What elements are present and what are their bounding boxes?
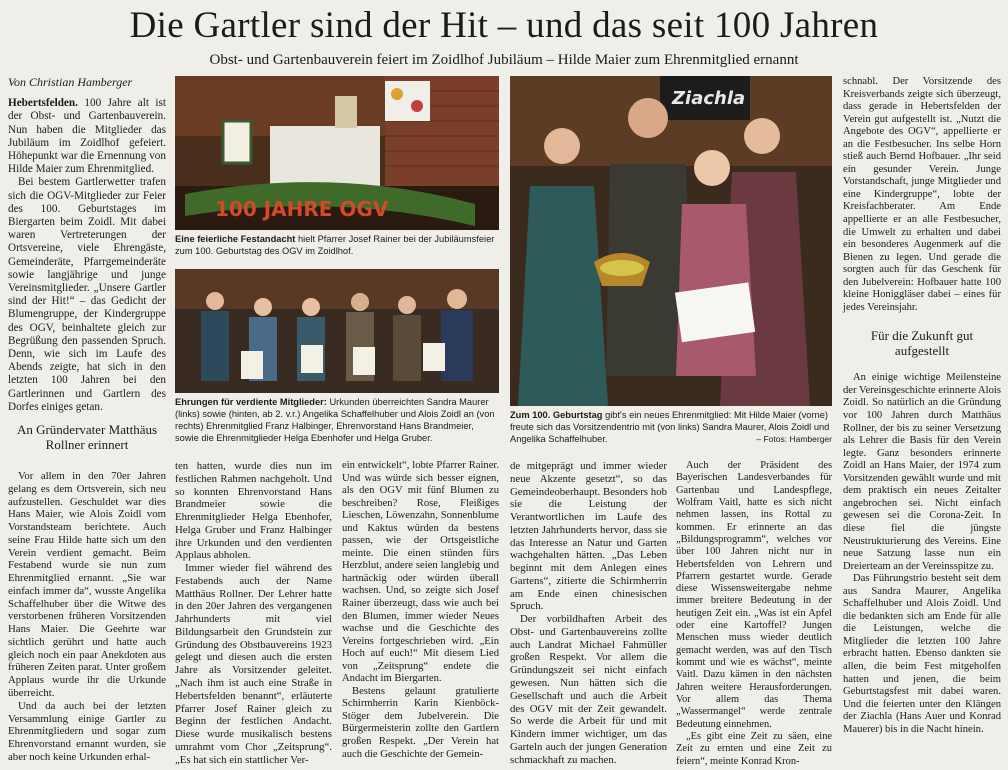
- banner-text: 100 JAHRE OGV: [215, 197, 389, 221]
- paragraph: Der vorbildhaften Arbeit des Obst- und Gartenbauvereins zollte auch Landrat Michael Fahmüller großen Respekt. Vor allem die Gründungszeit sei nicht einfach gewesen. Nun hätten sich die Gesellschaft und auch die Arbeit des OGV mit der Zeit gewandelt. So werde die Arbeit für und mit Kindern immer wichtiger, um das Garteln auch der jungen Generation schmackhaft zu machen.: [510, 613, 667, 766]
- paragraph: Das Führungstrio besteht seit dem aus Sandra Maurer, Angelika Schaffelhuber und Alois Zoidl. Und die bedankten sich am Ende für alle die Leistungen, welche die Mitglieder die letzten 100 Jahre erbracht hatten. Ebenso dankten sie allen, die beim Fest mitgeholfen hatten und jenen, die beim Geburtstagsfest mit dabei waren. Und die feierten unter den Klängen der Ziachla (Hans Auer und Konrad Mauerer) bis in die Nacht hinein.: [843, 573, 1001, 735]
- subheadline: Obst- und Gartenbauverein feiert im Zoidlhof Jubiläum – Hilde Maier zum Ehrenmitglied ernannt: [209, 52, 799, 68]
- photo-geburtstag-image: [510, 76, 832, 406]
- dateline: Hebertsfelden.: [8, 97, 78, 110]
- caption-1: Eine feierliche Festandacht hielt Pfarrer Josef Rainer bei der Jubiläumsfeier zum 100. Geburtstag des OGV im Zoidlhof.: [175, 234, 495, 256]
- subheading-founder: An Gründervater Matthäus Rollner erinnert: [16, 422, 158, 453]
- paragraph: „Es gibt eine Zeit zu säen, eine Zeit zu ernten und eine Zeit zu feiern“, meinte Konrad Kron-: [676, 730, 832, 767]
- column-4: [510, 460, 667, 766]
- paragraph: Vor allem in den 70er Jahren gelang es dem Ortsverein, sich neu aufzustellen. Geschuldet war dies Hans Maier, wie Alois Zoidl vom Vorstandsteam berichtete. Auch seine Frau Hilde hatte sich um den Verein verdient gemacht. Beim Festabend wurde sie nun zum Ehrenmitglied ernannt. „Sie war einfach immer da“, wusste Angelika Schaffelhuber über die Witwe des verstorbenen früheren Vorsitzenden Hans Maier. Die Geehrte war sichtlich gerührt und hatte auch gleich noch ein paar Anekdoten aus früheren Zeiten parat. Unter großem Applaus wurde ihr die Urkunde überreicht.: [8, 470, 166, 700]
- column-1-bottom: [8, 470, 166, 764]
- paragraph: de mitgeprägt und immer wieder neue Akzente gesetzt“, so das Gemeindeoberhaupt. Besonders hob sie die Leistung der Verantwortlichen im Laufe des letzten Jahrhunderts hervor, dass sie das Interesse an Natur und Garten wachgehalten hätten. „Das Leben beginnt mit dem Anlegen eines Gartens“, zitierte die Schirmherrin am Ende einen chinesischen Spruch.: [510, 460, 667, 613]
- paragraph: ten hatten, wurde dies nun im festlichen Rahmen nachgeholt. Und so konnten Ehrenvorstand Hans Brandmeier sowie die Ehrenmitglieder Helga Ebenhofer, Helga Gruber und Franz Halbinger ihre Urkunden und den verdienten Applaus abholen.: [175, 460, 332, 562]
- paragraph: ein entwickelt“, lobte Pfarrer Rainer. Und was würde sich besser eignen, als den OGV mit fünf Blumen zu beschreiben? Rose, Fleißiges Lieschen, Löwenzahn, Sonnenblume und Kaktus würden da bestens passen, wie der Ortsgeistliche meinte. Die einen stünden fürs Herzblut, andere seien langlebig und hartnäckig oder würden überall wachsen. Und, so zeigte sich Josef Rainer überzeugt, dass wie auch bei den Blumen, immer wieder Neues wachse und die Geschichte des Vereins fortgeschrieben wird. „Ein Hoch auf euch!“ Mit diesem Lied von „Zeitsprung“ endete die Andacht im Biergarten.: [342, 460, 499, 685]
- column-1-top: [8, 76, 166, 460]
- paragraph: Auch der Präsident des Bayerischen Landesverbandes für Gartenbau und Landespflege, Wolfram Vaitl, hatte es sich nicht nehmen lassen, ins Rottal zu kommen. Er erinnerte an das „Bildungsprogramm“, welches vor über 100 Jahren nicht nur in Hebertsfelden von Lehrern und Pfarrern gestartet wurde. Gerade diese Wissensweitergabe nehme immer breitere Bedeutung in der heutigen Zeit ein. „Was ist ein Apfel oder eine Kartoffel? Jungen Menschen muss wieder deutlich gemacht werden, was auf den Tisch kommt und wie es wächst“, meinte Vaitl. Dazu kämen in den nächsten Jahren weitere Herausforderungen. Vor allem das Thema „Wassermangel“ werde zentrale Bedeutung einnehmen.: [676, 460, 832, 730]
- subheading-future: Für die Zukunft gut aufgestellt: [870, 328, 974, 359]
- photo-credit: – Fotos: Hamberger: [756, 434, 832, 444]
- paragraph: Immer wieder fiel während des Festabends auch der Name Matthäus Rollner. Der Lehrer hatte in den 20er Jahren des vergangenen Jahrhunderts mit viel Bildungsarbeit den Grundstein zur Gründung des Obstbauvereins 1923 gelegt und diesen auch die ersten Jahre als Vorsitzender geleitet. „Nach ihm ist auch eine Straße in Hebertsfelden benannt“, erläuterte Pfarrer Josef Rainer gleich zu Beginn der festlichen Andacht. Diese wurde musikalisch bestens umrahmt vom Chor „Zeitsprung“. „Es hat sich ein stattlicher Ver-: [175, 562, 332, 766]
- byline: Von Christian Hamberger: [8, 75, 133, 89]
- paragraph: Bei bestem Gartlerwetter trafen sich die OGV-Mitglieder zur Feier des 100. Geburtstages im Biergarten beim Zoidl. Mit dabei waren Vertreterungen der Ortsvereine, viele Ehrengäste, Gemeinderäte, Pfarrgemeinderäte sowie langjährige und junge Vereinsmitglieder. „Unsere Gartler sind der Hit!“ – das Gedicht der Blumengruppe, der Kindergruppe des OGV, beinhaltete gleich zur Begrüßung den passenden Spruch. Denn, wie sich im Laufe des Abends zeigte, hat sich in den letzten 100 Jahren bei den Gartlerinnen und Gartlern des Dorfes einiges getan.: [8, 176, 166, 413]
- photo-ehrungen: [175, 269, 499, 393]
- column-5: [676, 460, 832, 768]
- ziachla-sign: Ziachla: [672, 88, 746, 109]
- paragraph: Hebertsfelden. 100 Jahre alt ist der Obst- und Gartenbauverein. Nun haben die Mitglieder das Jubiläum im Zoidlhof gefeiert. Höhepunkt war die Ernennung von Hilde Maier zum Ehrenmitglied.: [8, 97, 166, 176]
- paragraph: Bestens gelaunt gratulierte Schirmherrin Karin Kienböck-Stöger dem Jubelverein. Die Bürgermeisterin zollte den Gartlern großen Respekt. „Der Verein hat auch die Geschichte der Gemein-: [342, 685, 499, 760]
- column-6: [843, 76, 1001, 736]
- headline: Die Gartler sind der Hit – und das seit 100 Jahren: [129, 5, 879, 46]
- caption-2: Ehrungen für verdiente Mitglieder: Urkunden überreichten Sandra Maurer (links) sowie (hinten, ab 2. v.r.) Angelika Schaffelhuber und Alois Zoidl an (von rechts) Ehrenmitglied Franz Halbinger, Ehrenvorstand Hans Brandmeier, sowie die Ehrenmitglieder Helga Ebenhofer und Helga Gruber.: [175, 397, 495, 443]
- column-3: [342, 460, 499, 761]
- photo-geburtstag: [510, 76, 832, 406]
- photo-ehrungen-image: [175, 269, 499, 393]
- paragraph: Und da auch bei der letzten Versammlung einige Gartler zu Ehrenmitgliedern und sogar zum Ehrenvorstand ernannt wurden, sie aber noch keine Urkunden erhal-: [8, 699, 166, 763]
- photo-festandacht: [175, 76, 499, 230]
- paragraph: schnabl. Der Vorsitzende des Kreisverbands zeigte sich überzeugt, dass gerade in Hebertsfelden der Verein gut aufgestellt ist. „Nutzt die Angebote des OGV“, appellierte er an die Festbesucher. Ins selbe Horn stieß auch Bernd Hofbauer. „Ihr seid ein gesunder Verein. Junge Vorstandschaft, junge Mitglieder und eine Kindergruppe“, lobte der Kreisfachberater. Am Ende appellierte er an alle Festbesucher, die Umwelt zu erhalten und dabei ein besonderes Augenmerk auf die Bienen zu legen. Und gerade die sorgten auch für das Geschenk für den Jubelverein: Hofbauer hatte 100 kleine Honiggläser dabei – eines für jedes Vereinsjahr.: [843, 76, 1001, 313]
- paragraph: An einige wichtige Meilensteine der Vereinsgeschichte erinnerte Alois Zoidl. So natürlich an die Gründung vor 100 Jahren durch Matthäus Rollner, der bis zu seiner Versetzung als Lehrer die Basis für den Verein legte. Ganz besonders erinnerte Zoidl an Hans Maier, der 1974 zum Vorsitzenden gewählt wurde und mit dem praktisch ein neues Zeitalter angebrochen sei. Nicht einfach gewesen sei die Corona-Zeit. In diese fiel die jüngste Neustrukturierung des Vereins. Eine neue Satzung lasse nun ein Dreierteam an der Vereinsspitze zu.: [843, 372, 1001, 572]
- column-2: [175, 460, 332, 766]
- caption-3: Zum 100. Geburtstag gibt's ein neues Ehrenmitglied: Mit Hilde Maier (vorne) freute sich das Vorsitzendentrio mit (von links) Sandra Maurer, Alois Zoidl und Angelika Schaffelhuber. – Fotos: Hamberger: [510, 410, 832, 444]
- photo-festandacht-image: [175, 76, 499, 230]
